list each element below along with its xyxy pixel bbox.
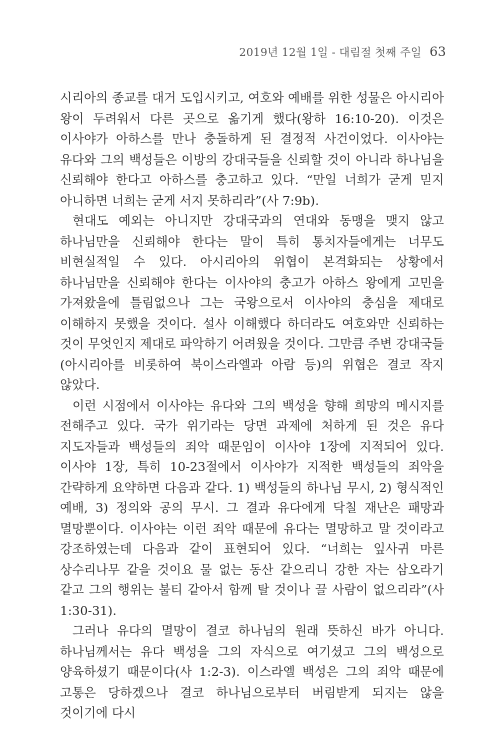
paragraph-2: 현대도 예외는 아니지만 강대국과의 연대와 동맹을 맺지 않고 하나님만을 신뢰해야 한다는 말이 특히 통치자들에게는 너무도 비현실적일 수 있다. 아시리아의 위협이 본격화되는 상황에서 하나님만을 신뢰해야 한다는 이사야의 충고가 아하스 왕에게 고민을 가져왔을에 틀림없으나 그는 국왕으로서 이사야의 충심을 제대로 이해하지 못했을 것이다. 설사 이해했다 하더라도 여호와만 신뢰하는 것이 무엇인지 제대로 파악하기 어려웠을 것이다. 그만큼 주변 강대국들(아시리아를 비롯하여 북이스라엘과 아람 등)의 위협은 결코 작지 않았다. [60,213,444,392]
paragraph-1: 시리아의 종교를 대거 도입시키고, 여호와 예배를 위한 성물은 아시리아 왕이 두려워서 다른 곳으로 옮기게 했다(왕하 16:10-20). 이것은 이사야가 아하스를 만나 충돌하게 된 결정적 사건이었다. 이사야는 유다와 그의 백성들은 이방의 강대국들을 신뢰할 것이 아니라 하나님을 신뢰해야 한다고 아하스를 충고하고 있다. “만일 너희가 굳게 믿지 아니하면 너희는 굳게 서지 못하리라”(사 7:9b). [60,90,444,208]
body-text [60,88,444,724]
running-header [60,44,446,60]
page-number: 63 [429,45,446,60]
paragraph-4: 그러나 유다의 멸망이 결코 하나님의 원래 뜻하신 바가 아니다. 하나님께서는 유다 백성을 그의 자식으로 여기셨고 그의 백성으로 양육하셨기 때문이다(사 1:2-3). 이스라엘 백성은 그의 죄악 때문에 고통은 당하겠으나 결코 하나님으로부터 버림받게 되지는 않을 것이기에 다시 [60,623,444,720]
paragraph-3: 이런 시점에서 이사야는 유다와 그의 백성을 향해 희망의 메시지를 전해주고 있다. 국가 위기라는 당면 과제에 처하게 된 것은 유다 지도자들과 백성들의 죄악 때문임이 이사야 1장에 지적되어 있다. 이사야 1장, 특히 10-23절에서 이사야가 지적한 백성들의 죄악을 간략하게 요약하면 다음과 같다. 1) 백성들의 하나님 무시, 2) 형식적인 예배, 3) 정의와 공의 무시. 그 결과 유다에게 닥칠 재난은 패망과 멸망뿐이다. 이사야는 이런 죄악 때문에 유다는 멸망하고 말 것이라고 강조하였는데 다음과 같이 표현되어 있다. “너희는 잎사귀 마른 상수리나무 같을 것이요 물 없는 동산 같으리니 강한 자는 삼오라기 같고 그의 행위는 불티 같아서 함께 탈 것이나 끌 사람이 없으리라”(사 1:30-31). [60,397,444,618]
running-title: 2019년 12월 1일 - 대림절 첫째 주일 [239,46,422,59]
